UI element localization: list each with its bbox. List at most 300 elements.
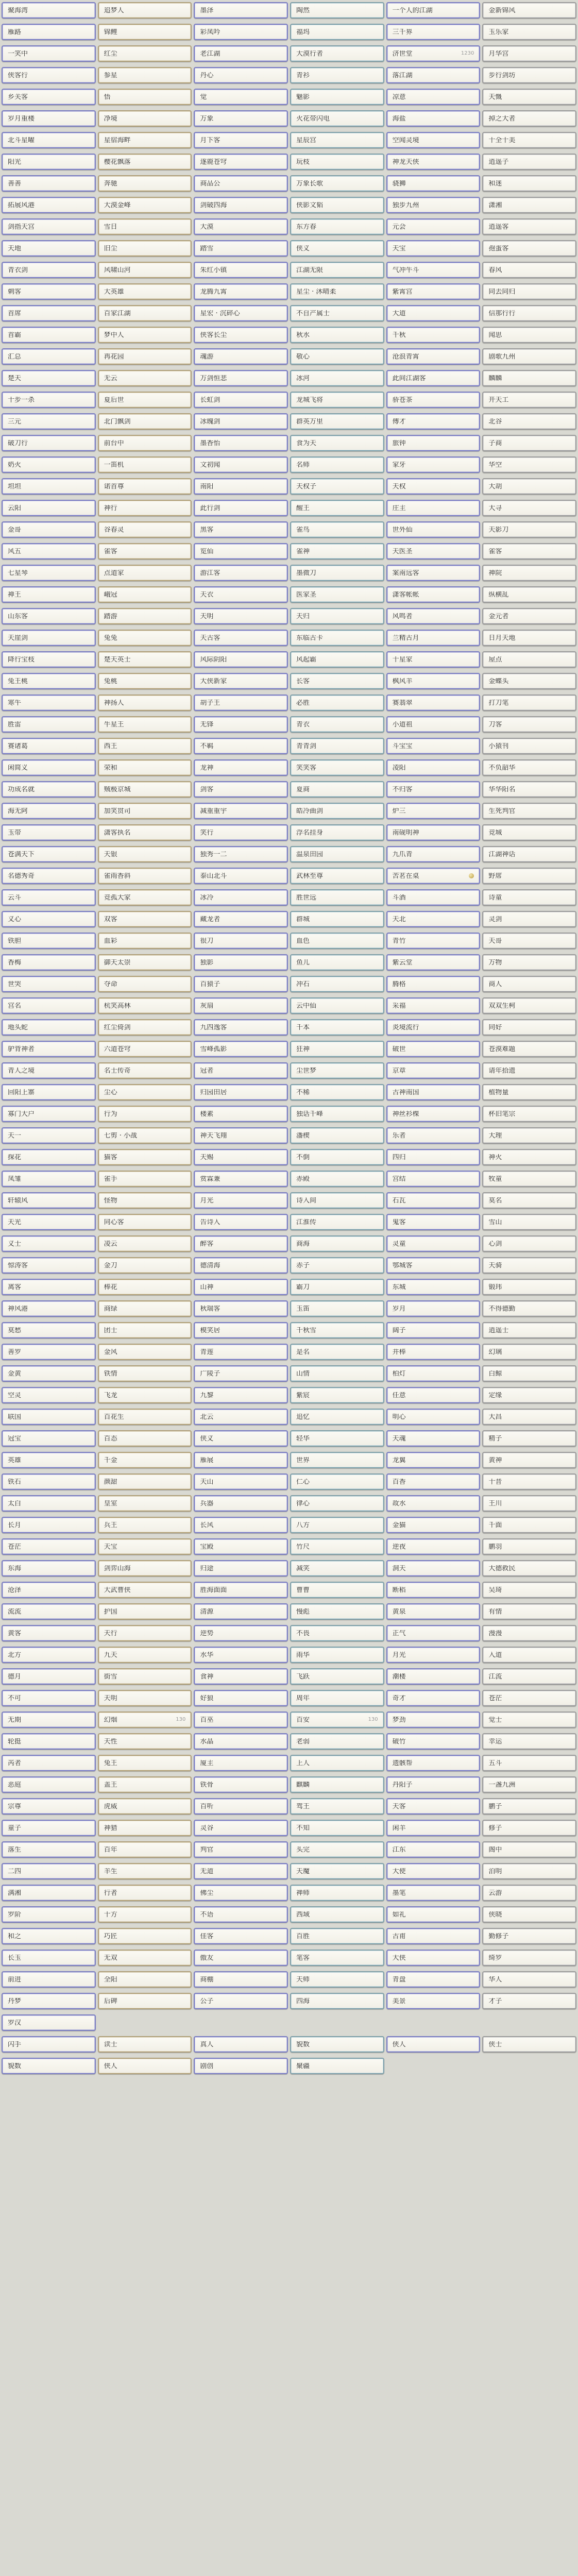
title-item[interactable] (386, 45, 481, 62)
title-item[interactable] (482, 1149, 576, 1165)
title-item[interactable] (386, 1971, 481, 1988)
title-item[interactable] (386, 132, 481, 148)
title-item[interactable] (290, 781, 384, 798)
title-item[interactable] (290, 478, 384, 495)
title-item[interactable] (98, 868, 192, 884)
title-item[interactable] (386, 673, 481, 689)
title-item[interactable] (482, 1798, 576, 1815)
title-item[interactable] (290, 1149, 384, 1165)
title-item[interactable] (98, 1235, 192, 1252)
title-item[interactable] (98, 132, 192, 148)
title-item[interactable] (386, 911, 481, 927)
title-item[interactable] (290, 45, 384, 62)
title-item[interactable] (290, 1711, 384, 1728)
title-item[interactable] (194, 1084, 288, 1100)
title-item[interactable] (290, 1062, 384, 1079)
title-item[interactable] (482, 1517, 576, 1533)
title-item[interactable] (194, 1798, 288, 1815)
title-item[interactable] (386, 2, 481, 19)
title-item[interactable] (386, 478, 481, 495)
title-item[interactable] (98, 759, 192, 776)
title-item[interactable] (2, 1214, 96, 1230)
title-item[interactable] (290, 456, 384, 473)
title-item[interactable] (386, 89, 481, 105)
title-item[interactable] (2, 392, 96, 408)
title-item[interactable] (98, 1344, 192, 1360)
title-item[interactable] (194, 1127, 288, 1144)
title-item[interactable] (482, 651, 576, 668)
title-item[interactable] (482, 565, 576, 581)
title-item[interactable] (290, 954, 384, 971)
title-item[interactable] (98, 1841, 192, 1858)
title-item[interactable] (482, 933, 576, 949)
title-item[interactable] (482, 175, 576, 192)
title-item[interactable] (2, 67, 96, 83)
title-item[interactable] (386, 803, 481, 819)
title-item[interactable] (98, 694, 192, 711)
title-item[interactable] (98, 933, 192, 949)
title-item[interactable] (98, 1409, 192, 1425)
title-item[interactable] (290, 1279, 384, 1295)
title-item[interactable] (482, 1538, 576, 1555)
title-item[interactable] (482, 521, 576, 538)
title-item[interactable] (194, 1582, 288, 1598)
title-item[interactable] (482, 1711, 576, 1728)
title-item[interactable] (98, 1106, 192, 1122)
title-item[interactable] (98, 1127, 192, 1144)
title-item[interactable] (2, 197, 96, 213)
title-item[interactable] (482, 327, 576, 343)
title-item[interactable] (290, 1430, 384, 1447)
title-item[interactable] (290, 1127, 384, 1144)
title-item[interactable] (482, 1928, 576, 1944)
title-item[interactable] (98, 370, 192, 386)
title-item[interactable] (98, 1452, 192, 1468)
title-item[interactable] (194, 89, 288, 105)
title-item[interactable] (386, 197, 481, 213)
title-item[interactable] (386, 716, 481, 733)
title-item[interactable] (194, 1603, 288, 1620)
title-item[interactable] (194, 1279, 288, 1295)
title-item[interactable] (386, 1538, 481, 1555)
title-item[interactable] (194, 305, 288, 321)
title-item[interactable] (2, 803, 96, 819)
title-item[interactable] (482, 1322, 576, 1338)
title-item[interactable] (482, 1885, 576, 1901)
title-item[interactable] (290, 110, 384, 127)
title-item[interactable] (482, 1214, 576, 1230)
title-item[interactable] (2, 889, 96, 906)
title-item[interactable] (98, 1560, 192, 1577)
title-item[interactable] (98, 1257, 192, 1274)
title-item[interactable] (482, 1409, 576, 1425)
title-item[interactable] (194, 1755, 288, 1771)
title-item[interactable] (2, 846, 96, 862)
title-item[interactable] (2, 997, 96, 1014)
title-item[interactable] (290, 1906, 384, 1923)
title-item[interactable] (2, 175, 96, 192)
title-item[interactable] (194, 586, 288, 603)
title-item[interactable] (290, 413, 384, 430)
title-item[interactable] (194, 1495, 288, 1512)
title-item[interactable] (386, 997, 481, 1014)
title-item[interactable] (482, 694, 576, 711)
title-item[interactable] (482, 803, 576, 819)
title-item[interactable] (386, 1473, 481, 1490)
title-item[interactable] (386, 1279, 481, 1295)
title-item[interactable] (2, 1690, 96, 1706)
title-item[interactable] (194, 1473, 288, 1490)
title-item[interactable] (98, 305, 192, 321)
title-item[interactable] (290, 1733, 384, 1750)
title-item[interactable] (482, 1950, 576, 1966)
title-item[interactable] (482, 1690, 576, 1706)
title-item[interactable] (194, 1062, 288, 1079)
title-item[interactable] (2, 716, 96, 733)
title-item[interactable] (386, 370, 481, 386)
title-item[interactable] (194, 651, 288, 668)
title-item[interactable] (194, 154, 288, 170)
title-item[interactable] (290, 521, 384, 538)
title-item[interactable] (98, 327, 192, 343)
title-item[interactable] (482, 67, 576, 83)
title-item[interactable] (194, 2058, 288, 2074)
title-item[interactable] (482, 456, 576, 473)
title-item[interactable] (2, 933, 96, 949)
title-item[interactable] (482, 197, 576, 213)
title-item[interactable] (194, 1322, 288, 1338)
title-item[interactable] (98, 1906, 192, 1923)
title-item[interactable] (194, 1885, 288, 1901)
title-item[interactable] (98, 197, 192, 213)
title-item[interactable] (98, 175, 192, 192)
title-item[interactable] (290, 738, 384, 754)
title-item[interactable] (2, 413, 96, 430)
title-item[interactable] (386, 1149, 481, 1165)
title-item[interactable] (482, 262, 576, 278)
title-item[interactable] (2, 435, 96, 451)
title-item[interactable] (194, 1690, 288, 1706)
title-item[interactable] (194, 175, 288, 192)
title-item[interactable] (290, 370, 384, 386)
title-item[interactable] (2, 1993, 96, 2009)
title-item[interactable] (2, 1841, 96, 1858)
title-item[interactable] (290, 1971, 384, 1988)
title-item[interactable] (194, 327, 288, 343)
title-item[interactable] (482, 824, 576, 841)
title-item[interactable] (98, 218, 192, 235)
title-item[interactable] (194, 1300, 288, 1317)
title-item[interactable] (482, 673, 576, 689)
title-item[interactable] (386, 1300, 481, 1317)
title-item[interactable] (386, 1452, 481, 1468)
title-item[interactable] (386, 154, 481, 170)
title-item[interactable] (98, 1300, 192, 1317)
title-item[interactable] (290, 586, 384, 603)
title-item[interactable] (98, 1041, 192, 1057)
title-item[interactable] (482, 413, 576, 430)
title-item[interactable] (386, 976, 481, 992)
title-item[interactable] (290, 24, 384, 40)
title-item[interactable] (290, 1387, 384, 1403)
title-item[interactable] (194, 630, 288, 646)
title-item[interactable] (386, 1192, 481, 1209)
title-item[interactable] (2, 478, 96, 495)
title-item[interactable] (194, 1538, 288, 1555)
title-item[interactable] (194, 521, 288, 538)
title-item[interactable] (290, 1582, 384, 1598)
title-item[interactable] (98, 1711, 192, 1728)
title-item[interactable] (98, 1192, 192, 1209)
title-item[interactable] (98, 586, 192, 603)
title-item[interactable] (290, 1322, 384, 1338)
title-item[interactable] (98, 1971, 192, 1988)
title-item[interactable] (194, 1409, 288, 1425)
title-item[interactable] (482, 976, 576, 992)
title-item[interactable] (482, 1668, 576, 1685)
title-item[interactable] (386, 1041, 481, 1057)
title-item[interactable] (386, 1344, 481, 1360)
title-item[interactable] (482, 759, 576, 776)
title-item[interactable] (2, 1863, 96, 1879)
title-item[interactable] (2, 370, 96, 386)
title-item[interactable] (482, 1041, 576, 1057)
title-item[interactable] (2, 1430, 96, 1447)
title-item[interactable] (482, 1106, 576, 1122)
title-item[interactable] (290, 392, 384, 408)
title-item[interactable] (482, 997, 576, 1014)
title-item[interactable] (194, 1820, 288, 1836)
title-item[interactable] (386, 327, 481, 343)
title-item[interactable] (98, 803, 192, 819)
title-item[interactable] (386, 1798, 481, 1815)
title-item[interactable] (386, 1214, 481, 1230)
title-item[interactable] (98, 1149, 192, 1165)
title-item[interactable] (98, 1690, 192, 1706)
title-item[interactable] (2, 132, 96, 148)
title-item[interactable] (98, 1755, 192, 1771)
title-item[interactable] (290, 1214, 384, 1230)
title-item[interactable] (2, 2, 96, 19)
title-item[interactable] (386, 1387, 481, 1403)
title-item[interactable] (194, 1387, 288, 1403)
title-item[interactable] (98, 1387, 192, 1403)
title-item[interactable] (194, 218, 288, 235)
title-item[interactable] (482, 1062, 576, 1079)
title-item[interactable] (2, 1776, 96, 1793)
title-item[interactable] (290, 1019, 384, 1036)
title-item[interactable] (290, 197, 384, 213)
title-item[interactable] (98, 1517, 192, 1533)
title-item[interactable] (290, 630, 384, 646)
title-item[interactable] (194, 933, 288, 949)
title-item[interactable] (194, 2036, 288, 2053)
title-item[interactable] (98, 262, 192, 278)
title-item[interactable] (386, 651, 481, 668)
title-item[interactable] (98, 781, 192, 798)
title-item[interactable] (2, 283, 96, 300)
title-item[interactable] (386, 67, 481, 83)
title-item[interactable] (482, 283, 576, 300)
title-item[interactable] (290, 651, 384, 668)
title-item[interactable] (482, 218, 576, 235)
title-item[interactable] (290, 154, 384, 170)
title-item[interactable] (290, 759, 384, 776)
title-item[interactable] (386, 889, 481, 906)
title-item[interactable] (194, 1928, 288, 1944)
title-item[interactable] (2, 651, 96, 668)
title-item[interactable] (2, 630, 96, 646)
title-item[interactable] (482, 392, 576, 408)
title-item[interactable] (98, 1322, 192, 1338)
title-item[interactable] (98, 110, 192, 127)
title-item[interactable] (2, 240, 96, 257)
title-item[interactable] (290, 1776, 384, 1793)
title-item[interactable] (98, 1582, 192, 1598)
title-item[interactable] (386, 608, 481, 624)
title-item[interactable] (194, 846, 288, 862)
title-item[interactable] (482, 1603, 576, 1620)
title-item[interactable] (194, 1906, 288, 1923)
title-item[interactable] (482, 1560, 576, 1577)
title-item[interactable] (290, 1192, 384, 1209)
title-item[interactable] (386, 110, 481, 127)
title-item[interactable] (194, 868, 288, 884)
title-item[interactable] (2, 89, 96, 105)
title-item[interactable] (2, 1755, 96, 1771)
title-item[interactable] (482, 1235, 576, 1252)
title-item[interactable] (2, 1235, 96, 1252)
title-item[interactable] (482, 348, 576, 365)
title-item[interactable] (194, 1430, 288, 1447)
title-item[interactable] (482, 1776, 576, 1793)
title-item[interactable] (98, 1279, 192, 1295)
title-item[interactable] (290, 1950, 384, 1966)
title-item[interactable] (98, 997, 192, 1014)
title-item[interactable] (98, 2058, 192, 2074)
title-item[interactable] (194, 500, 288, 516)
title-item[interactable] (386, 1582, 481, 1598)
title-item[interactable] (482, 370, 576, 386)
title-item[interactable] (98, 1603, 192, 1620)
title-item[interactable] (482, 24, 576, 40)
title-item[interactable] (98, 608, 192, 624)
title-item[interactable] (290, 1798, 384, 1815)
title-item[interactable] (290, 1690, 384, 1706)
title-item[interactable] (194, 738, 288, 754)
title-item[interactable] (2, 2014, 96, 2031)
title-item[interactable] (98, 1885, 192, 1901)
title-item[interactable] (98, 673, 192, 689)
title-item[interactable] (386, 1950, 481, 1966)
title-item[interactable] (194, 1235, 288, 1252)
title-item[interactable] (386, 1820, 481, 1836)
title-item[interactable] (386, 1235, 481, 1252)
title-item[interactable] (2, 1495, 96, 1512)
title-item[interactable] (290, 89, 384, 105)
title-item[interactable] (2, 1409, 96, 1425)
title-item[interactable] (194, 1257, 288, 1274)
title-item[interactable] (290, 1863, 384, 1879)
title-item[interactable] (482, 1863, 576, 1879)
title-item[interactable] (290, 824, 384, 841)
title-item[interactable] (386, 846, 481, 862)
title-item[interactable] (2, 781, 96, 798)
title-item[interactable] (386, 1863, 481, 1879)
title-item[interactable] (290, 348, 384, 365)
title-item[interactable] (2, 976, 96, 992)
title-item[interactable] (2, 1971, 96, 1988)
title-item[interactable] (194, 240, 288, 257)
title-item[interactable] (386, 1517, 481, 1533)
title-item[interactable] (386, 305, 481, 321)
title-item[interactable] (194, 67, 288, 83)
title-item[interactable] (194, 348, 288, 365)
title-item[interactable] (290, 1820, 384, 1836)
title-item[interactable] (482, 1365, 576, 1382)
title-item[interactable] (386, 1365, 481, 1382)
title-item[interactable] (482, 478, 576, 495)
title-item[interactable] (98, 1668, 192, 1685)
title-item[interactable] (194, 1733, 288, 1750)
title-item[interactable] (98, 846, 192, 862)
title-item[interactable] (2, 565, 96, 581)
title-item[interactable] (2, 1582, 96, 1598)
title-item[interactable] (482, 1582, 576, 1598)
title-item[interactable] (290, 1344, 384, 1360)
title-item[interactable] (2, 1019, 96, 1036)
title-item[interactable] (98, 1820, 192, 1836)
title-item[interactable] (194, 1041, 288, 1057)
title-item[interactable] (194, 262, 288, 278)
title-item[interactable] (386, 1495, 481, 1512)
title-item[interactable] (2, 694, 96, 711)
title-item[interactable] (2, 262, 96, 278)
title-item[interactable] (98, 2, 192, 19)
title-item[interactable] (194, 1560, 288, 1577)
title-item[interactable] (194, 197, 288, 213)
title-item[interactable] (2, 1625, 96, 1641)
title-item[interactable] (290, 1106, 384, 1122)
title-item[interactable] (386, 262, 481, 278)
title-item[interactable] (2, 1906, 96, 1923)
title-item[interactable] (98, 1776, 192, 1793)
title-item[interactable] (98, 1084, 192, 1100)
title-item[interactable] (386, 1647, 481, 1663)
title-item[interactable] (98, 1733, 192, 1750)
title-item[interactable] (386, 954, 481, 971)
title-item[interactable] (290, 543, 384, 560)
title-item[interactable] (194, 565, 288, 581)
title-item[interactable] (98, 824, 192, 841)
title-item[interactable] (2, 1127, 96, 1144)
title-item[interactable] (290, 1171, 384, 1187)
title-item[interactable] (2, 348, 96, 365)
title-item[interactable] (482, 132, 576, 148)
title-item[interactable] (290, 327, 384, 343)
title-item[interactable] (98, 392, 192, 408)
title-item[interactable] (482, 1127, 576, 1144)
title-item[interactable] (194, 435, 288, 451)
title-item[interactable] (482, 1019, 576, 1036)
title-item[interactable] (482, 1993, 576, 2009)
title-item[interactable] (482, 1171, 576, 1187)
title-item[interactable] (2, 2058, 96, 2074)
title-item[interactable] (98, 45, 192, 62)
title-item[interactable] (290, 1084, 384, 1100)
title-item[interactable] (386, 1755, 481, 1771)
title-item[interactable] (2, 1322, 96, 1338)
